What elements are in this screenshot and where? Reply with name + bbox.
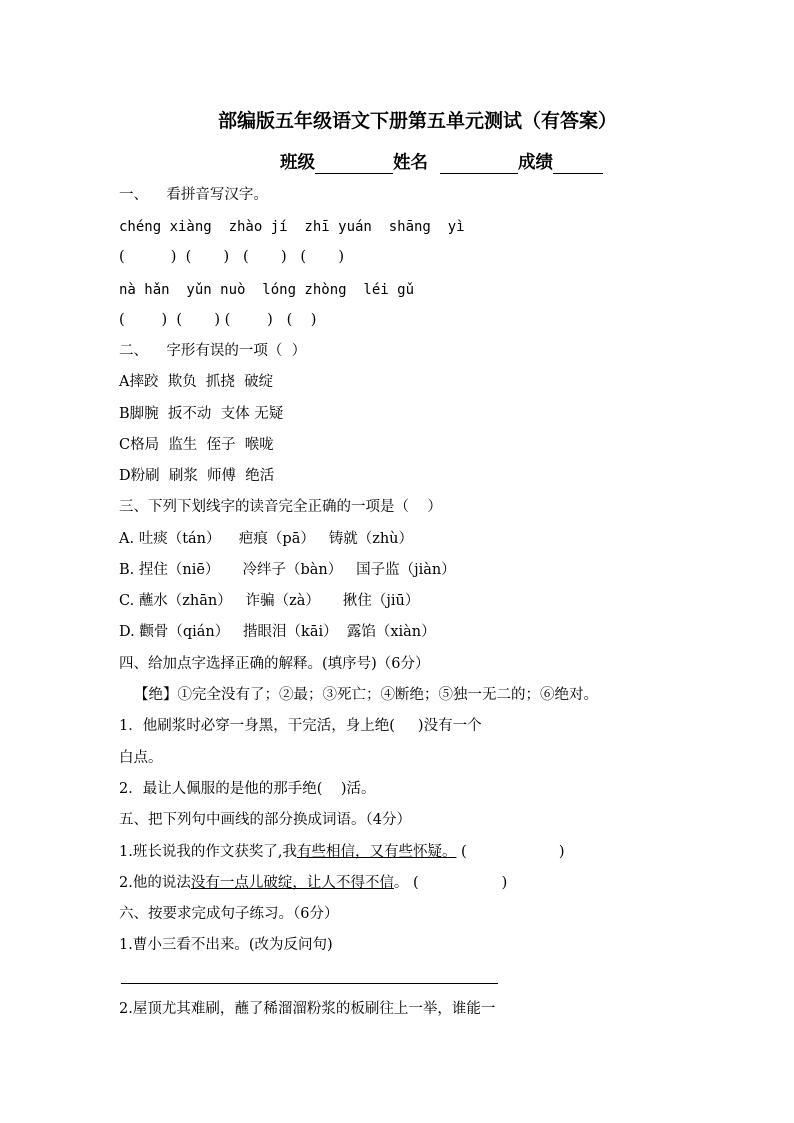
score-blank[interactable] (553, 155, 603, 174)
section2-option-d: D粉刷 刷浆 师傅 绝活 (119, 468, 275, 484)
class-label: 班级 (280, 153, 315, 173)
section1-pinyin-row1: chéng xiàng zhào jí zhī yuán shāng yì (119, 219, 465, 235)
name-label: 姓名 (393, 153, 428, 173)
section5-q1-prefix: 1.班长说我的作文获奖了,我 (119, 844, 297, 860)
section5-question1 (119, 843, 565, 861)
section5-heading: 五、把下列句中画线的部分换成词语。（4分） (119, 812, 411, 828)
answer-writing-line[interactable] (121, 983, 498, 984)
section3-option-d: D. 颧骨（qián） 揩眼泪（kāi） 露馅（xiàn） (119, 624, 436, 640)
class-blank[interactable] (315, 155, 393, 174)
section3-option-c: C. 蘸水（zhān） 诈骗（zà） 揪住（jiū） (119, 593, 420, 609)
section2-option-a: A摔跤 欺负 抓挠 破绽 (119, 374, 274, 390)
section5-q2-answer-bracket[interactable]: 。 ( ) (393, 875, 508, 891)
section6-heading: 六、按要求完成句子练习。（6分） (119, 906, 339, 922)
section4-question1-continued: 白点。 (119, 750, 163, 766)
score-label: 成绩 (518, 153, 553, 173)
section1-brackets-row2[interactable]: ( ) ( ) ( ) ( ) (119, 312, 317, 328)
section5-q1-underlined: 有些相信，又有些怀疑。 (296, 844, 457, 860)
name-blank[interactable] (440, 155, 518, 174)
section5-question2 (119, 874, 507, 892)
section5-q2-underlined: 没有一点儿破绽，让人不得不信 (190, 875, 394, 891)
section5-q1-answer-bracket[interactable]: ( ) (456, 844, 565, 860)
student-info-line (280, 149, 603, 174)
section4-definition: 【绝】①完全没有了；②最；③死亡；④断绝；⑤独一无二的；⑥绝对。 (134, 687, 598, 703)
section3-option-a: A. 吐痰（tán） 疤痕（pā） 铸就（zhù） (119, 531, 414, 547)
section6-question1: 1.曹小三看不出来。(改为反问句) (119, 937, 333, 953)
section2-heading: 二、 字形有误的一项（ ） (119, 343, 307, 359)
page-title: 部编版五年级语文下册第五单元测试（有答案） (218, 110, 618, 132)
section1-pinyin-row2: nà hǎn yǔn nuò lóng zhòng léi gǔ (119, 282, 415, 298)
section2-option-b: B脚腕 扳不动 支体 无疑 (119, 406, 284, 422)
section5-q2-prefix: 2.他的说法 (119, 875, 191, 891)
section1-heading: 一、 看拼音写汉字。 (119, 187, 268, 203)
section4-heading: 四、给加点字选择正确的解释。(填序号)（6分） (119, 656, 430, 672)
section1-brackets-row1[interactable]: ( ) ( ) ( ) ( ) (119, 249, 345, 265)
section3-option-b: B. 捏住（niē） 冷绊子（bàn） 国子监（jiàn） (119, 562, 456, 578)
section4-question2: 2．最让人佩服的是他的那手绝( )活。 (119, 781, 376, 797)
section4-question1: 1．他刷浆时必穿一身黑，干完活，身上绝( )没有一个 (119, 718, 482, 734)
section6-question2: 2.屋顶尤其难刷，蘸了稀溜溜粉浆的板刷往上一举，谁能一 (119, 1001, 496, 1017)
section2-option-c: C格局 监生 侄子 喉咙 (119, 437, 274, 453)
section3-heading: 三、下列下划线字的读音完全正确的一项是（ ） (119, 499, 442, 515)
